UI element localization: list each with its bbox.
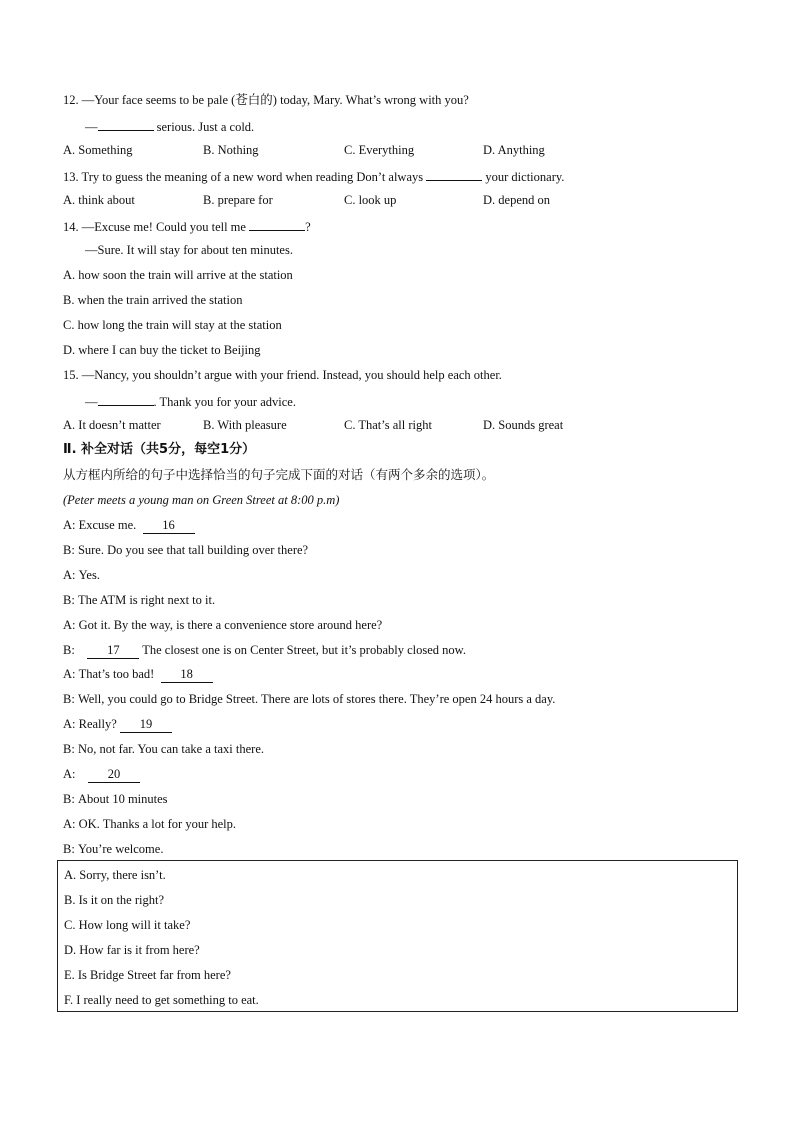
option-b[interactable]: B. prepare for — [203, 193, 273, 207]
option-d[interactable]: D. where I can buy the ticket to Beijing — [63, 343, 261, 357]
option-c[interactable]: C. That’s all right — [344, 418, 432, 432]
dialogue-line: B: About 10 minutes — [63, 792, 168, 806]
dialogue-line: B: You’re welcome. — [63, 842, 164, 856]
dialogue-line: A: 20 — [63, 764, 140, 784]
option-b[interactable]: B. With pleasure — [203, 418, 287, 432]
option-d[interactable]: D. Sounds great — [483, 418, 564, 432]
answer-blank[interactable] — [98, 115, 154, 131]
box-option-b[interactable]: B. Is it on the right? — [64, 893, 164, 907]
dialogue-line: A: Got it. By the way, is there a convenience store around here? — [63, 618, 383, 632]
question-13-stem: 13. Try to guess the meaning of a new word when reading Don’t always your dictionary. — [63, 165, 564, 185]
question-12-stem: 12. —Your face seems to be pale (苍白的) today, Mary. What’s wrong with you? — [63, 93, 469, 107]
box-option-d[interactable]: D. How far is it from here? — [64, 943, 200, 957]
question-13-options — [0, 190, 794, 210]
box-option-e[interactable]: E. Is Bridge Street far from here? — [64, 968, 231, 982]
dialogue-line: B: 17 The closest one is on Center Street, but it’s probably closed now. — [63, 643, 466, 657]
dialogue-line: A: Excuse me. 16 — [63, 515, 195, 535]
dialogue-line: B: The ATM is right next to it. — [63, 593, 216, 607]
answer-blank[interactable]: 18 — [161, 667, 213, 683]
question-15-options — [0, 415, 794, 435]
section-title: Ⅱ. 补全对话（共5分，每空1分） — [63, 442, 256, 457]
option-d[interactable]: D. depend on — [483, 193, 550, 207]
box-option-c[interactable]: C. How long will it take? — [64, 918, 191, 932]
dialogue-line: B: Well, you could go to Bridge Street. There are lots of stores there. They’re open 24 hours a day. — [63, 692, 556, 706]
dialogue-line: A: OK. Thanks a lot for your help. — [63, 817, 237, 831]
dialogue-line: B: Sure. Do you see that tall building over there? — [63, 543, 309, 557]
question-14-reply: —Sure. It will stay for about ten minutes. — [85, 243, 293, 257]
question-15-reply: — . Thank you for your advice. — [85, 390, 296, 410]
answer-blank[interactable]: 20 — [88, 767, 140, 783]
section-instruction: 从方框内所给的句子中选择恰当的句子完成下面的对话（有两个多余的选项）。 — [63, 467, 495, 482]
answer-blank[interactable] — [98, 390, 154, 406]
option-c[interactable]: C. Everything — [344, 143, 415, 157]
question-15-stem: 15. —Nancy, you shouldn’t argue with your friend. Instead, you should help each other. — [63, 368, 502, 382]
option-d[interactable]: D. Anything — [483, 143, 545, 157]
dialogue-context: (Peter meets a young man on Green Street at 8:00 p.m) — [63, 493, 340, 507]
answer-blank[interactable]: 17 — [87, 643, 139, 659]
option-a[interactable]: A. It doesn’t matter — [63, 418, 161, 432]
question-14-stem: 14. —Excuse me! Could you tell me ? — [63, 215, 311, 235]
answer-blank[interactable] — [426, 165, 482, 181]
options-box — [57, 860, 738, 1012]
answer-blank[interactable]: 16 — [143, 518, 195, 534]
dialogue-line: A: Really? 19 — [63, 714, 172, 734]
dialogue-line: A: That’s too bad! 18 — [63, 664, 213, 684]
option-b[interactable]: B. Nothing — [203, 143, 259, 157]
box-option-a[interactable]: A. Sorry, there isn’t. — [64, 868, 166, 882]
dialogue-line: B: No, not far. You can take a taxi there. — [63, 742, 264, 756]
option-a[interactable]: A. Something — [63, 143, 133, 157]
answer-blank[interactable]: 19 — [120, 717, 172, 733]
option-c[interactable]: C. look up — [344, 193, 397, 207]
dialogue-line: A: Yes. — [63, 568, 100, 582]
question-12-reply: — serious. Just a cold. — [85, 115, 254, 135]
option-c[interactable]: C. how long the train will stay at the station — [63, 318, 282, 332]
answer-blank[interactable] — [249, 215, 305, 231]
question-12-options — [0, 140, 794, 160]
option-a[interactable]: A. how soon the train will arrive at the station — [63, 268, 293, 282]
box-option-f[interactable]: F. I really need to get something to eat. — [64, 993, 259, 1007]
option-b[interactable]: B. when the train arrived the station — [63, 293, 243, 307]
option-a[interactable]: A. think about — [63, 193, 135, 207]
